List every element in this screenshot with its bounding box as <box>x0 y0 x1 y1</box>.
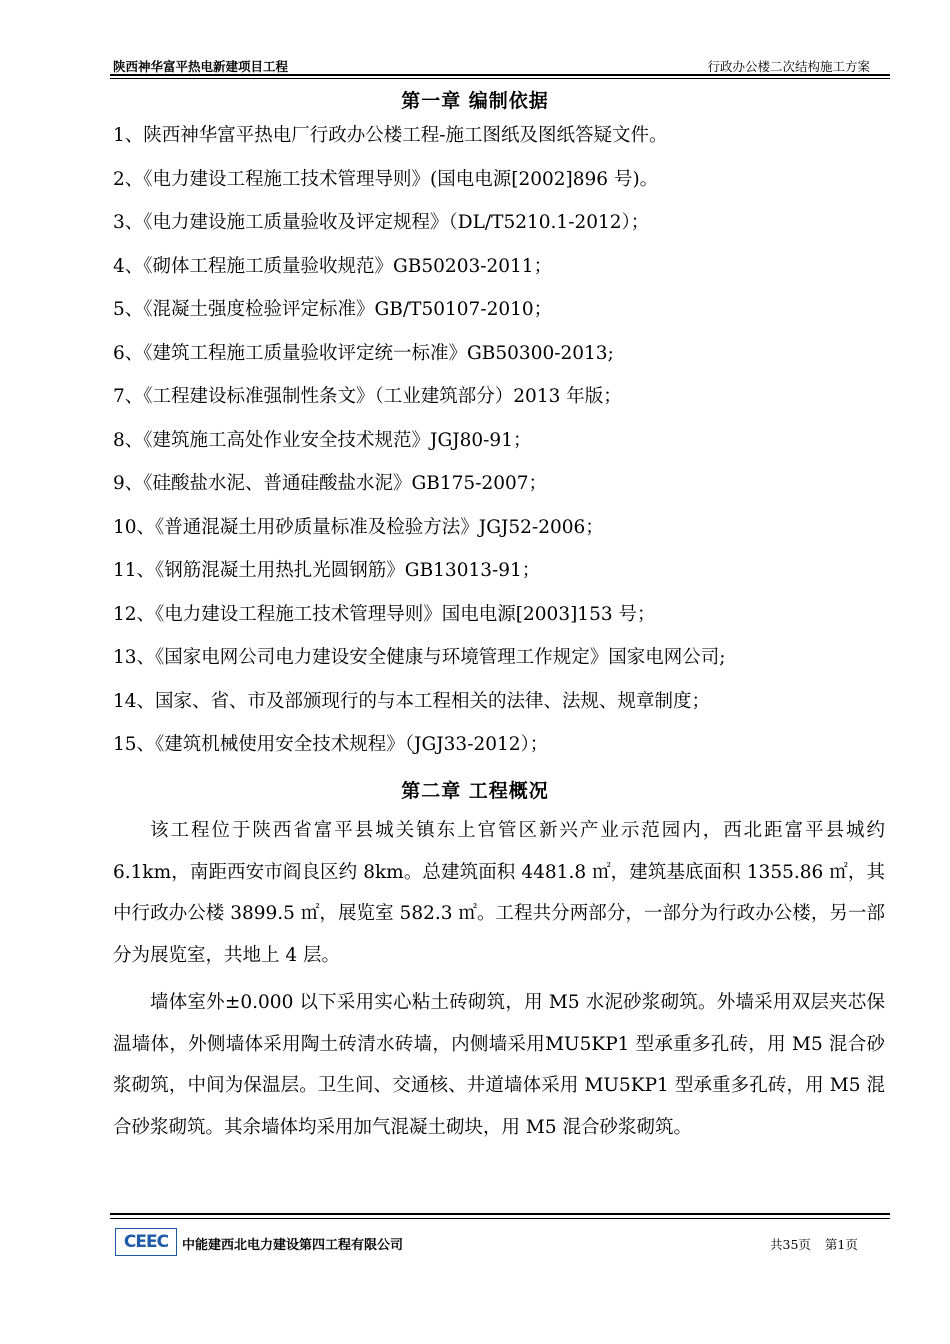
reference-item: 9、《硅酸盐水泥、普通硅酸盐水泥》GB175-2007； <box>113 473 548 494</box>
header-document-name: 行政办公楼二次结构施工方案 <box>707 59 870 74</box>
header-rule <box>110 74 890 76</box>
header-project-name: 陕西神华富平热电新建项目工程 <box>113 59 289 74</box>
reference-item: 8、《建筑施工高处作业安全技术规范》JGJ80-91； <box>113 429 532 451</box>
wall-paragraph: 墙体室外±0.000 以下采用实心粘土砖砌筑，用 M5 水泥砂浆砌筑。外墙采用双层夹芯保温墙体，外侧墙体采用陶土砖清水砖墙，内侧墙采用MU5KP1 型承重多孔砖，用 M5 混合砂浆砌筑，中间为保温层。卫生间、交通核、井道墙体采用 MU5KP1 型承重多孔砖，用 M5 混合砂浆砌筑。其余墙体均采用加气混凝土砌块，用 M5 混合砂浆砌筑。 <box>113 992 885 1138</box>
footer-company-name: 中能建西北电力建设第四工程有限公司 <box>182 1238 404 1253</box>
reference-item: 5、《混凝土强度检验评定标准》GB/T50107-2010； <box>113 299 553 320</box>
reference-item: 7、《工程建设标准强制性条文》（工业建筑部分）2013 年版； <box>113 386 622 407</box>
reference-item: 11、《钢筋混凝土用热扎光圆钢筋》GB13013-91； <box>113 560 541 581</box>
footer-rule-thin <box>110 1218 890 1219</box>
reference-item: 10、《普通混凝土用砂质量标准及检验方法》JGJ52-2006； <box>113 516 604 538</box>
reference-item: 3、《电力建设施工质量验收及评定规程》（DL/T5210.1-2012）； <box>113 212 650 233</box>
reference-list <box>113 121 893 774</box>
page-counter <box>770 1235 858 1253</box>
page-footer <box>110 1213 890 1263</box>
reference-item: 4、《砌体工程施工质量验收规范》GB50203-2011； <box>113 255 553 277</box>
reference-item: 12、《电力建设工程施工技术管理导则》国电电源[2003]153 号； <box>113 603 656 625</box>
page-header <box>110 55 890 77</box>
reference-item: 2、《电力建设工程施工技术管理导则》(国电电源[2002]896 号)。 <box>113 168 659 190</box>
header-rule-thin <box>110 78 890 79</box>
footer-rule <box>110 1213 890 1215</box>
reference-item: 13、《国家电网公司电力建设安全健康与环境管理工作规定》国家电网公司; <box>113 647 726 668</box>
reference-item: 15、《建筑机械使用安全技术规程》（JGJ33-2012）； <box>113 734 549 755</box>
company-logo: CEEC <box>115 1228 177 1256</box>
reference-item: 1、陕西神华富平热电厂行政办公楼工程-施工图纸及图纸答疑文件。 <box>113 125 668 146</box>
overview-paragraph: 该工程位于陕西省富平县城关镇东上官管区新兴产业示范园内，西北距富平县城约 6.1km，南距西安市阎良区约 8km。总建筑面积 4481.8 ㎡，建筑基底面积 1355.86 ㎡，其中行政办公楼 3899.5 ㎡，展览室 582.3 ㎡。工程共分两部分，一部分为行政办公楼，另一部分为展览室，共地上 4 层。 <box>113 820 885 966</box>
chapter-1-title: 第一章 编制依据 <box>401 90 549 112</box>
current-page: 第1页 <box>824 1237 858 1252</box>
chapter-2-title: 第二章 工程概况 <box>401 780 549 802</box>
reference-item: 6、《建筑工程施工质量验收评定统一标准》GB50300-2013; <box>113 342 614 364</box>
reference-item: 14、国家、省、市及部颁现行的与本工程相关的法律、法规、规章制度； <box>113 690 711 712</box>
total-pages: 共35页 <box>770 1237 811 1252</box>
